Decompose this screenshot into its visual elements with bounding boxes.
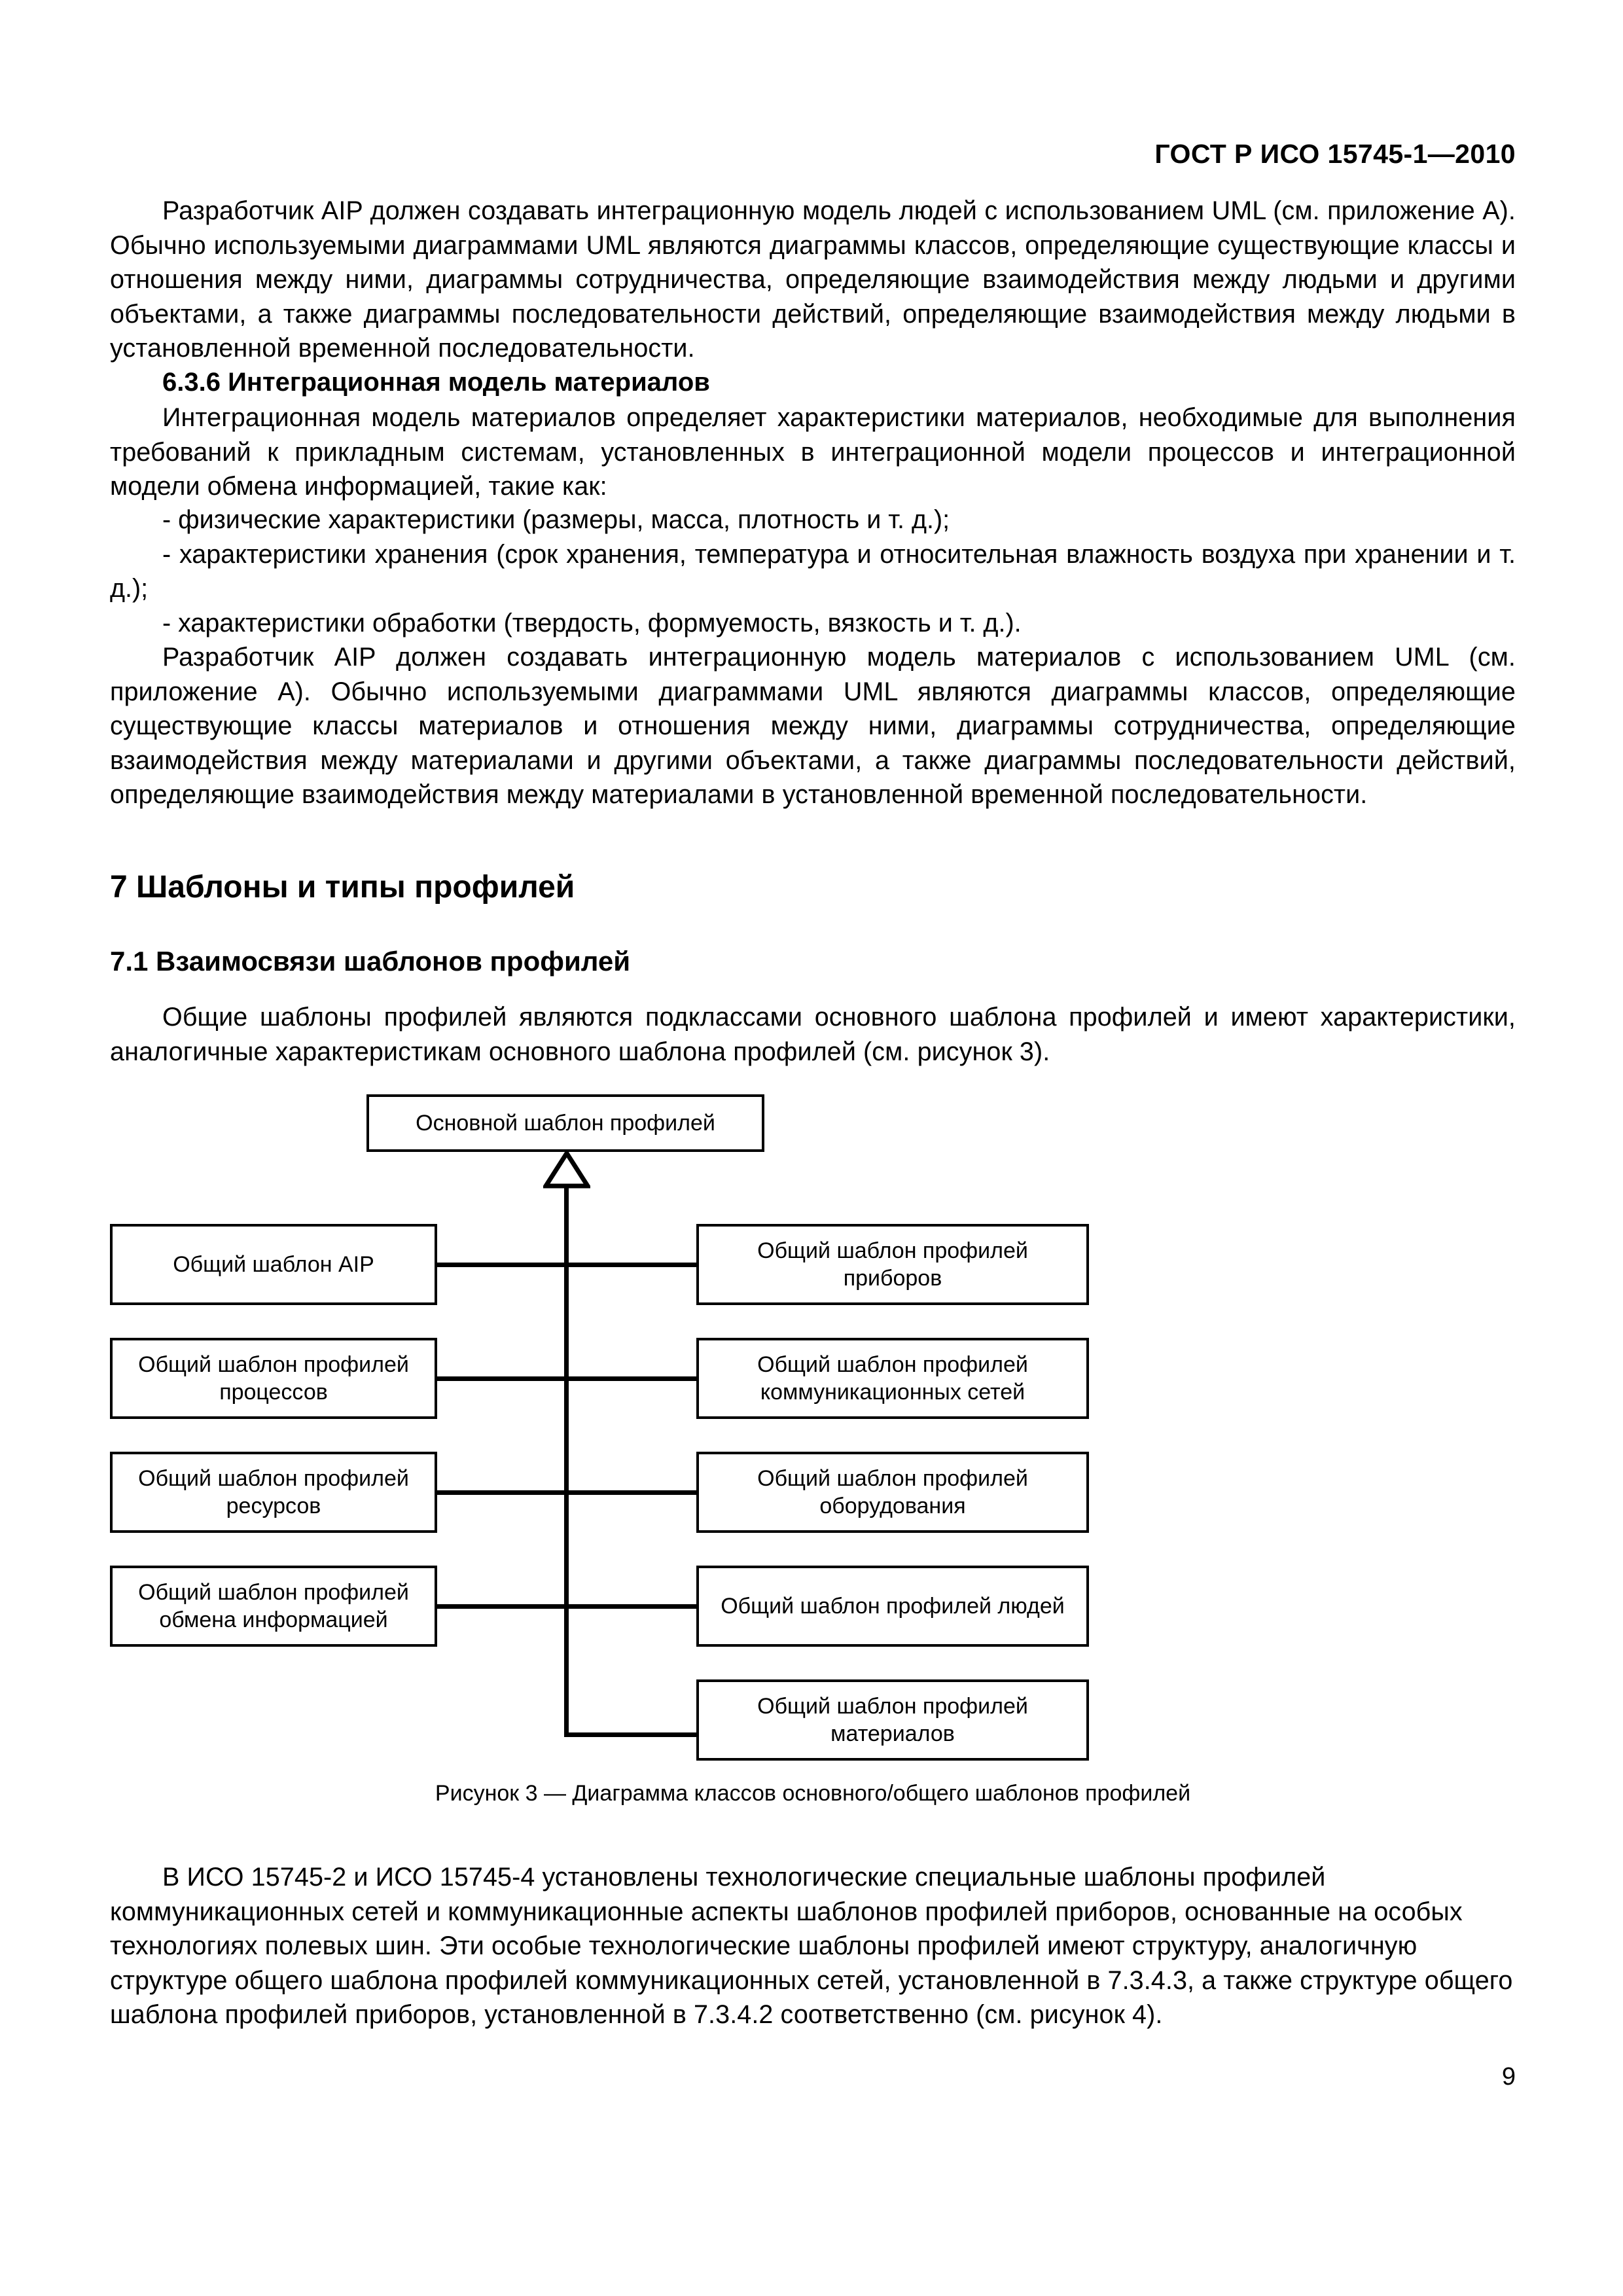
- heading-6-3-6: 6.3.6 Интеграционная модель материалов: [162, 368, 710, 397]
- diagram-box-label: Общий шаблон профилей процессов: [138, 1352, 409, 1405]
- diagram-box-general-equipment-profiles-template: [696, 1452, 1089, 1533]
- diagram-box-label: Общий шаблон профилей обмена информацией: [138, 1580, 409, 1632]
- diagram-box-general-process-profiles-template: [110, 1338, 437, 1419]
- list-item-storage-characteristics: - характеристики хранения (срок хранения, температура и относительная влажность воздуха при хранении и т. д.);: [110, 539, 1516, 603]
- diagram-box-general-device-profiles-template: [696, 1224, 1089, 1305]
- generalization-arrowhead-icon: [543, 1152, 590, 1189]
- figure-3-class-diagram: [110, 1094, 1516, 1755]
- paragraph-iso-15745-2-and-4: В ИСО 15745-2 и ИСО 15745-4 установлены технологические специальные шаблоны профилей коммуникационных сетей и коммуникационные аспекты шаблонов профилей приборов, основанные на особых технологиях полевых шин. Эти особые технологические шаблоны профилей имеют структуру, аналогичную структуре общего шаблона профилей коммуникационных сетей, установленной в 7.3.4.3, а также структуре общего шаблона профилей приборов, установленной в 7.3.4.2 соответственно (см. рисунок 4).: [110, 1863, 1513, 2029]
- connector-row-2: [435, 1376, 698, 1381]
- page-content: [110, 0, 1516, 2296]
- list-item-processing-characteristics: - характеристики обработки (твердость, формуемость, вязкость и т. д.).: [162, 608, 1022, 637]
- diagram-box-general-human-profiles-template: [696, 1566, 1089, 1647]
- paragraph-block-1: [110, 194, 1516, 366]
- paragraph-block-3: [110, 640, 1516, 812]
- paragraph-block-5: [110, 1860, 1516, 2032]
- diagram-box-label: Основной шаблон профилей: [416, 1111, 715, 1136]
- diagram-box-label: Общий шаблон профилей ресурсов: [138, 1466, 409, 1518]
- connector-row-4: [435, 1604, 698, 1609]
- diagram-box-label: Общий шаблон профилей материалов: [757, 1694, 1028, 1746]
- connector-row-1: [435, 1263, 698, 1267]
- diagram-box-general-information-exchange-profiles-template: [110, 1566, 437, 1647]
- diagram-box-label: Общий шаблон профилей приборов: [757, 1238, 1028, 1291]
- connector-row-3: [435, 1490, 698, 1495]
- paragraph-materials-model-intro: Интеграционная модель материалов определяет характеристики материалов, необходимые для выполнения требований к прикладным системам, установленных в интеграционной модели процессов и интеграционной модели обмена информацией, такие как:: [110, 403, 1516, 501]
- heading-7-1: 7.1 Взаимосвязи шаблонов профилей: [110, 946, 631, 977]
- diagram-box-general-communication-network-profiles-template: [696, 1338, 1089, 1419]
- figure-3-caption: Рисунок 3 — Диаграмма классов основного/общего шаблонов профилей: [435, 1781, 1191, 1806]
- diagram-box-base-profile-template: [366, 1094, 764, 1152]
- heading-block-7: [110, 869, 1516, 906]
- page-number: 9: [1501, 2063, 1516, 2090]
- paragraph-materials-model-uml: Разработчик AIP должен создавать интеграционную модель материалов с использованием UML (см. приложение А). Обычно используемыми диаграммами UML являются диаграммы классов, определяющие существующие классы материалов и отношения между ними, диаграммы сотрудничества, определяющие взаимодействия между материалами и другими объектами, а также диаграммы последовательности действий, определяющие взаимодействия между материалами в установленной временной последовательности.: [110, 643, 1516, 809]
- heading-block-636: [110, 365, 1516, 400]
- paragraph-block-4: [110, 1000, 1516, 1069]
- diagram-box-label: Общий шаблон профилей людей: [721, 1594, 1065, 1619]
- bullet-list: [110, 503, 1516, 640]
- diagram-box-general-resource-profiles-template: [110, 1452, 437, 1533]
- diagram-box-general-material-profiles-template: [696, 1679, 1089, 1761]
- diagram-box-label: Общий шаблон AIP: [173, 1252, 374, 1277]
- diagram-box-label: Общий шаблон профилей коммуникационных сетей: [757, 1352, 1028, 1405]
- document-header-standard-number: ГОСТ Р ИСО 15745-1—2010: [1154, 139, 1516, 169]
- paragraph-general-templates-subclasses: Общие шаблоны профилей являются подклассами основного шаблона профилей и имеют характеристики, аналогичные характеристикам основного шаблона профилей (см. рисунок 3).: [110, 1003, 1516, 1066]
- diagram-box-label: Общий шаблон профилей оборудования: [757, 1466, 1028, 1518]
- heading-block-71: [110, 944, 1516, 979]
- paragraph-integration-model-people: Разработчик AIP должен создавать интеграционную модель людей с использованием UML (см. приложение А). Обычно используемыми диаграммами UML являются диаграммы классов, определяющие существующие классы и отношения между ними, диаграммы сотрудничества, определяющие взаимодействия между людьми и другими объектами, а также диаграммы последовательности действий, определяющие взаимодействия между людьми в установленной временной последовательности.: [110, 196, 1516, 363]
- paragraph-block-2: [110, 401, 1516, 504]
- list-item-physical-characteristics: - физические характеристики (размеры, масса, плотность и т. д.);: [162, 505, 950, 534]
- connector-row-5-materials: [564, 1732, 698, 1737]
- heading-7: 7 Шаблоны и типы профилей: [110, 870, 575, 905]
- diagram-box-general-aip-template: [110, 1224, 437, 1305]
